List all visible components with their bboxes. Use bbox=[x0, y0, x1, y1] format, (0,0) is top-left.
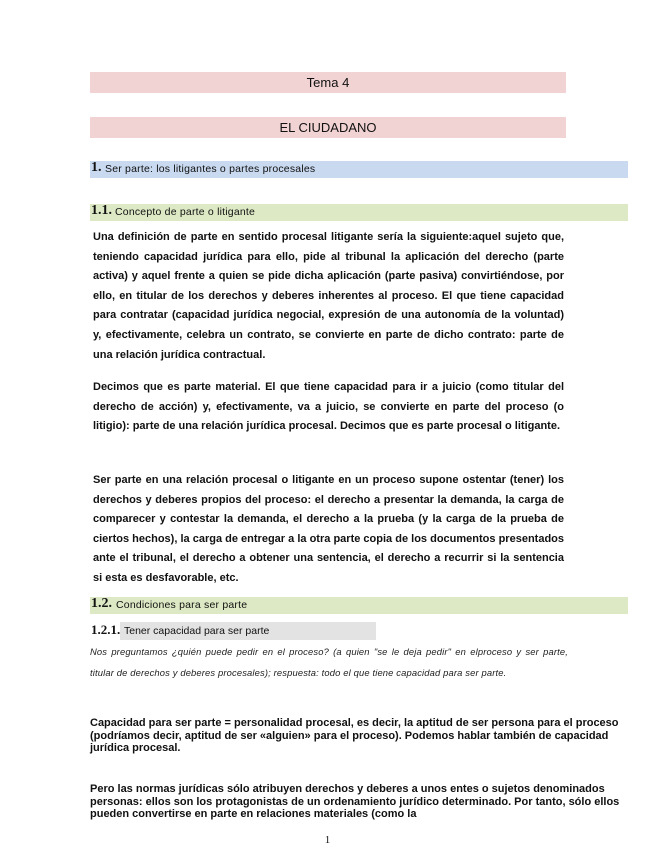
section-number: 1. bbox=[91, 160, 102, 175]
paragraph-normas: Pero las normas jurídicas sólo atribuyen derechos y deberes a unos entes o sujetos denominados personas: ellos son los protagonistas de un ordenamiento jurídico determinado. Por tanto, sólo ellos pueden convertirse en parte en relaciones materiales (como la bbox=[90, 783, 620, 820]
section-heading-1-1 bbox=[90, 204, 628, 221]
paragraph-derechos-deberes: Ser parte en una relación procesal o litigante en un proceso supone ostentar (tener) los derechos y deberes propios del proceso: el derecho a presentar la demanda, la carga de comparecer y contestar la demanda, el derecho a la prueba (y la carga de la prueba de ciertos hechos), la carga de entregar a la otra parte copia de los documentos presentados ante el tribunal, el derecho a obtener una sentencia, el derecho a recurrir si la sentencia si esta es desfavorable, etc. bbox=[93, 474, 564, 584]
paragraph-pregunta: Nos preguntamos ¿quién puede pedir en el proceso? (a quien "se le deja pedir" en elproceso y ser parte, titular de derechos y deberes procesales); respuesta: todo el que tiene capacidad para ser parte. bbox=[90, 646, 568, 679]
section-title: Ser parte: los litigantes o partes procesales bbox=[105, 163, 316, 175]
section-title: Tener capacidad para ser parte bbox=[120, 622, 376, 640]
paragraph-parte-material: Decimos que es parte material. El que tiene capacidad para ir a juicio (como titular del derecho de acción) y, efectivamente, va a juicio, se convierte en parte del proceso (o litigio): parte de una relación jurídica procesal. Decimos que es parte procesal o litigante. bbox=[93, 381, 564, 433]
section-number: 1.2.1. bbox=[91, 622, 121, 637]
section-title: Concepto de parte o litigante bbox=[115, 206, 256, 218]
paragraph-definition: Una definición de parte en sentido procesal litigante sería la siguiente:aquel sujeto que, teniendo capacidad jurídica para ello, pide al tribunal la aplicación del derecho (parte activa) y aquel frente a quien se pide dicha aplicación (parte pasiva) convirtiéndose, por ello, en titular de los derechos y deberes inherentes al proceso. El que tiene capacidad para contratar (capacidad jurídica negocial, expresión de una autonomía de la voluntad) y, efectivamente, celebra un contrato, se convierte en parte de dicho contrato: parte de una relación jurídica contractual. bbox=[93, 231, 564, 361]
section-number: 1.2. bbox=[91, 596, 112, 611]
section-number: 1.1. bbox=[91, 203, 112, 218]
section-title: Condiciones para ser parte bbox=[116, 599, 248, 611]
section-heading-1-2 bbox=[90, 597, 628, 614]
subtitle-band: EL CIUDADANO bbox=[90, 117, 566, 138]
paragraph-capacidad: Capacidad para ser parte = personalidad procesal, es decir, la aptitud de ser persona para el proceso (podríamos decir, aptitud de ser «alguien» para el proceso). Podemos hablar también de capacidad jurídica procesal. bbox=[90, 717, 619, 754]
section-heading-1 bbox=[90, 161, 628, 178]
title-band: Tema 4 bbox=[90, 72, 566, 93]
page-number: 1 bbox=[324, 834, 331, 846]
